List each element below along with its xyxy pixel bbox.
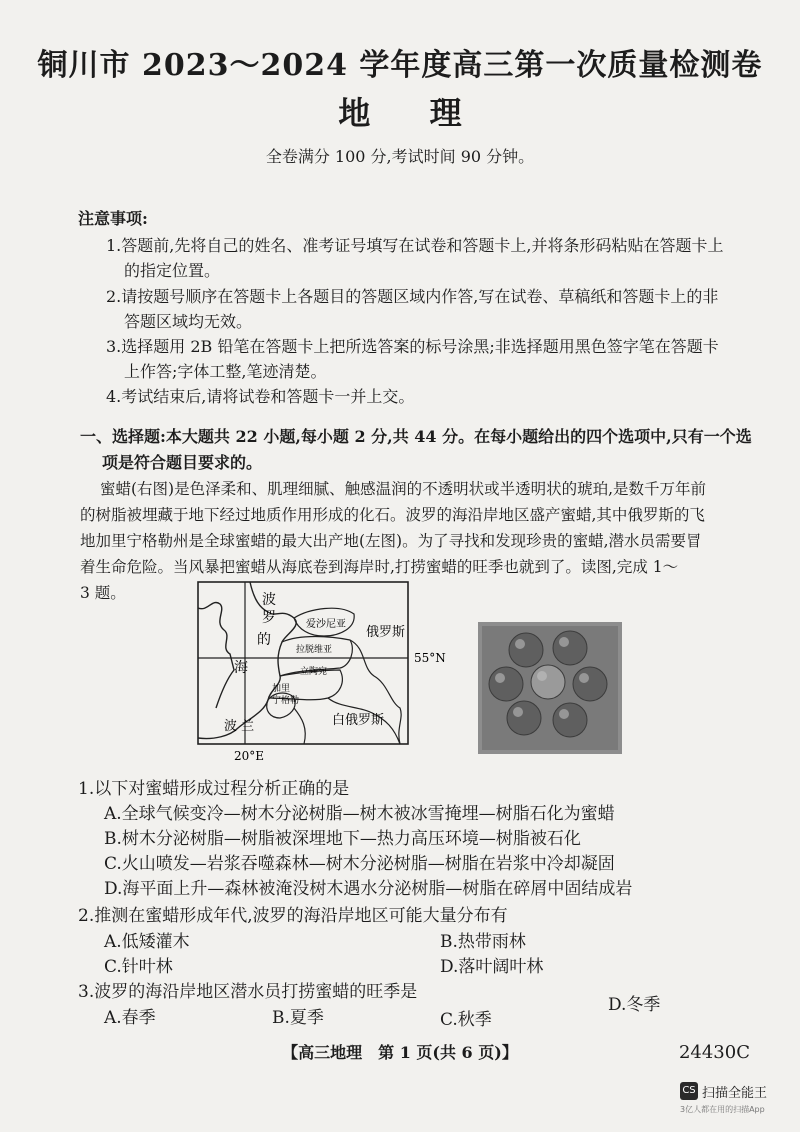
- lithuania-label: 立陶宛: [300, 667, 328, 677]
- amber-beads-photo: [478, 622, 622, 754]
- kaliningrad-label-2: 宁格勒: [272, 696, 300, 706]
- question-2-stem: 2.推测在蜜蜡形成年代,波罗的海沿岸地区可能大量分布有: [78, 906, 508, 926]
- passage-line: 地加里宁格勒州是全球蜜蜡的最大出产地(左图)。为了寻找和发现珍贵的蜜蜡,潜水员需要冒: [80, 532, 702, 550]
- poland-label: 波 兰: [224, 719, 255, 734]
- section-heading-cont: 项是符合题目要求的。: [102, 453, 263, 472]
- question-2-option-a: A.低矮灌木: [104, 932, 190, 952]
- page-footer: 【高三地理 第 1 页(共 6 页)】: [282, 1043, 518, 1062]
- question-3-option-a: A.春季: [104, 1008, 156, 1028]
- notice-line: 答题区域均无效。: [124, 312, 253, 331]
- question-1-stem: 1.以下对蜜蜡形成过程分析正确的是: [78, 779, 350, 799]
- question-1-option-c: C.火山喷发—岩浆吞噬森林—树木分泌树脂—树脂在岩浆中冷却凝固: [104, 854, 615, 874]
- question-1-option-b: B.树木分泌树脂—树脂被深埋地下—热力高压环境—树脂被石化: [104, 829, 581, 849]
- scanner-tagline: 3亿人都在用的扫描App: [680, 1105, 765, 1114]
- question-1-option-d: D.海平面上升—森林被淹没树木遇水分泌树脂—树脂在碎屑中固结成岩: [104, 879, 633, 899]
- question-2-option-d: D.落叶阔叶林: [440, 957, 544, 977]
- scanner-logo-icon: CS: [680, 1082, 698, 1100]
- notice-line: 2.请按题号顺序在答题卡上各题目的答题区域内作答,写在试卷、草稿纸和答题卡上的非: [106, 287, 719, 306]
- notice-line: 4.考试结束后,请将试卷和答题卡一并上交。: [106, 387, 415, 406]
- russia-border: [350, 640, 401, 744]
- passage-line: 3 题。: [80, 584, 126, 602]
- question-3-option-d: D.冬季: [608, 995, 661, 1015]
- passage-line: 着生命危险。当风暴把蜜蜡从海底卷到海岸时,打捞蜜蜡的旺季也就到了。读图,完成 1～: [80, 558, 679, 576]
- latitude-label: 55°N: [414, 651, 446, 665]
- sea-label-1: 波: [262, 592, 276, 608]
- question-3-stem: 3.波罗的海沿岸地区潜水员打捞蜜蜡的旺季是: [78, 982, 418, 1002]
- question-1-option-a: A.全球气候变冷—树木分泌树脂—树木被冰雪掩埋—树脂石化为蜜蜡: [104, 804, 615, 824]
- sea-label-2: 罗: [262, 610, 276, 626]
- coastline-west: [198, 602, 234, 708]
- question-3-option-c: C.秋季: [440, 1010, 492, 1030]
- estonia-label: 爱沙尼亚: [306, 619, 346, 630]
- question-2-option-b: B.热带雨林: [440, 932, 526, 952]
- notice-line: 1.答题前,先将自己的姓名、准考证号填写在试卷和答题卡上,并将条形码粘贴在答题卡上: [106, 236, 724, 255]
- notice-line: 的指定位置。: [124, 261, 221, 280]
- subject-char-2: 理: [429, 94, 462, 132]
- notice-heading: 注意事项:: [78, 209, 148, 228]
- section-heading: 一、选择题:本大题共 22 小题,每小题 2 分,共 44 分。在每小题给出的四个选项中,只有一个选: [80, 427, 752, 446]
- question-3-option-b: B.夏季: [272, 1008, 324, 1028]
- sea-label-4: 海: [234, 660, 248, 676]
- baltic-region-map: [190, 578, 460, 768]
- notice-line: 3.选择题用 2B 铅笔在答题卡上把所选答案的标号涂黑;非选择题用黑色签字笔在答题卡: [106, 337, 719, 356]
- subject-title: [0, 88, 800, 134]
- poland-border: [294, 708, 305, 744]
- paper-code: 24430C: [678, 1042, 750, 1063]
- kaliningrad-label-1: 加里: [272, 684, 291, 694]
- notice-line: 上作答;字体工整,笔迹清楚。: [124, 362, 327, 381]
- scanner-app-name: 扫描全能王: [702, 1086, 768, 1101]
- passage-line: 的树脂被埋藏于地下经过地质作用形成的化石。波罗的海沿岸地区盛产蜜蜡,其中俄罗斯的飞: [80, 506, 705, 524]
- longitude-label: 20°E: [234, 749, 265, 763]
- latvia-label: 拉脱维亚: [296, 645, 333, 655]
- subject-char-1: 地: [338, 94, 371, 132]
- exam-title: 铜川市 2023～2024 学年度高三第一次质量检测卷: [37, 48, 763, 83]
- passage-line: 蜜蜡(右图)是色泽柔和、肌理细腻、触感温润的不透明状或半透明状的琥珀,是数千万年前: [100, 480, 707, 498]
- question-2-option-c: C.针叶林: [104, 957, 173, 977]
- belarus-label: 白俄罗斯: [332, 713, 385, 728]
- exam-info: 全卷满分 100 分,考试时间 90 分钟。: [265, 147, 535, 166]
- russia-label: 俄罗斯: [366, 625, 406, 640]
- sea-label-3: 的: [257, 632, 271, 648]
